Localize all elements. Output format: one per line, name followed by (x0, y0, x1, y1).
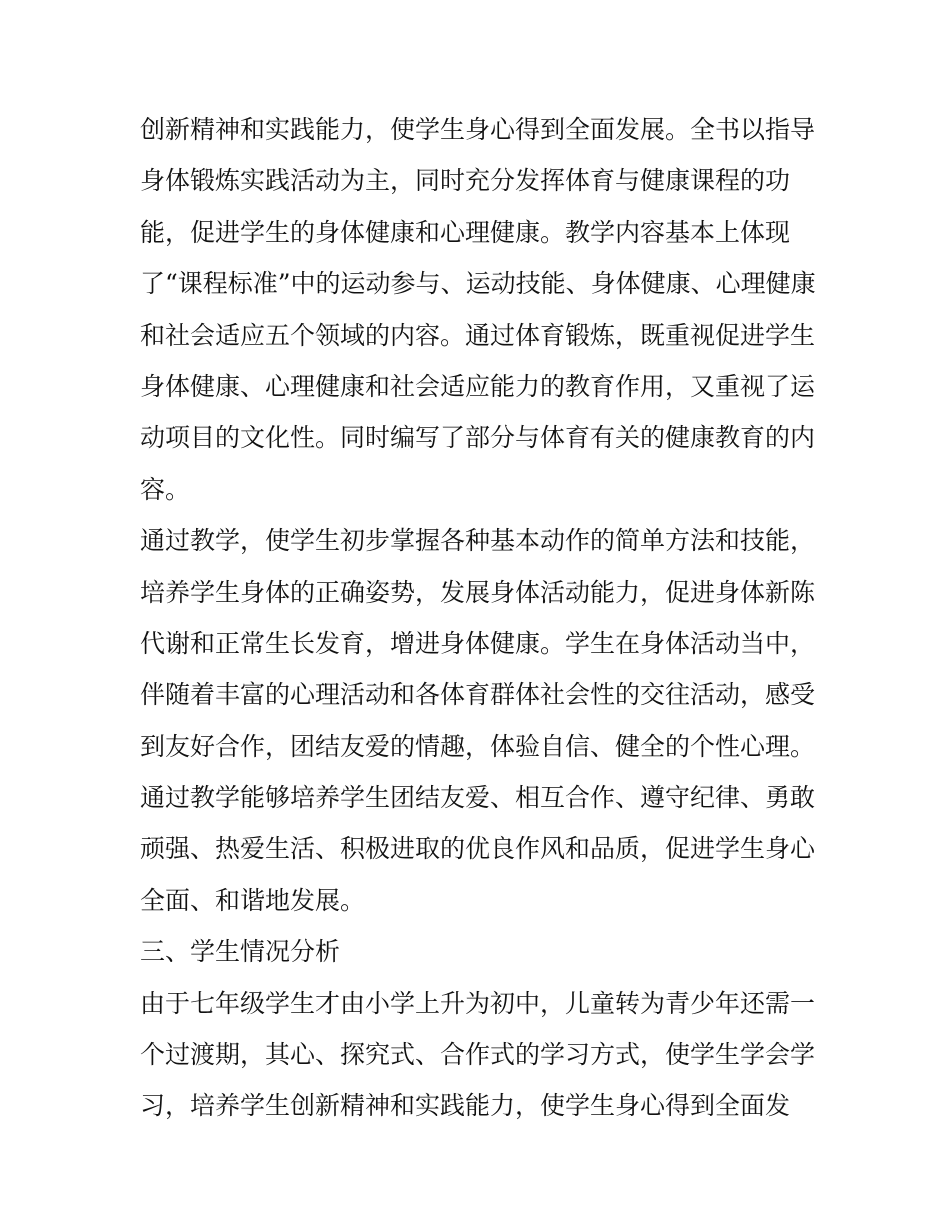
text-line: 顽强、热爱生活、积极进取的优良作风和品质，促进学生身心 (140, 834, 816, 864)
text-line: 能，促进学生的身体健康和心理健康。教学内容基本上体现 (140, 217, 791, 247)
text-line: 动项目的文化性。同时编写了部分与体育有关的健康教育的内 (140, 423, 816, 453)
text-line: 身体锻炼实践活动为主，同时充分发挥体育与健康课程的功 (140, 166, 791, 196)
text-line: 培养学生身体的正确姿势，发展身体活动能力，促进身体新陈 (140, 577, 816, 607)
text-line: 身体健康、心理健康和社会适应能力的教育作用，又重视了运 (140, 371, 816, 401)
text-line: 和社会适应五个领域的内容。通过体育锻炼，既重视促进学生 (140, 320, 816, 350)
text-line: 全面、和谐地发展。 (140, 885, 366, 915)
text-line: 由于七年级学生才由小学上升为初中，儿童转为青少年还需一 (140, 988, 816, 1018)
text-line: 到友好合作，团结友爱的情趣，体验自信、健全的个性心理。 (140, 731, 816, 761)
document-body (140, 104, 820, 1132)
text-line: 了“课程标准”中的运动参与、运动技能、身体健康、心理健康 (140, 269, 816, 299)
text-line: 通过教学能够培养学生团结友爱、相互合作、遵守纪律、勇敢 (140, 783, 816, 813)
text-line: 习，培养学生创新精神和实践能力，使学生身心得到全面发 (140, 1091, 791, 1121)
text-line: 代谢和正常生长发育，增进身体健康。学生在身体活动当中， (140, 628, 816, 658)
text-line: 通过教学，使学生初步掌握各种基本动作的简单方法和技能， (140, 526, 816, 556)
section-heading: 三、学生情况分析 (140, 937, 341, 967)
text-line: 容。 (140, 474, 191, 504)
text-line: 个过渡期，其心、探究式、合作式的学习方式，使学生学会学 (140, 1040, 816, 1070)
text-line: 伴随着丰富的心理活动和各体育群体社会性的交往活动，感受 (140, 680, 816, 710)
text-line: 创新精神和实践能力，使学生身心得到全面发展。全书以指导 (140, 115, 816, 144)
